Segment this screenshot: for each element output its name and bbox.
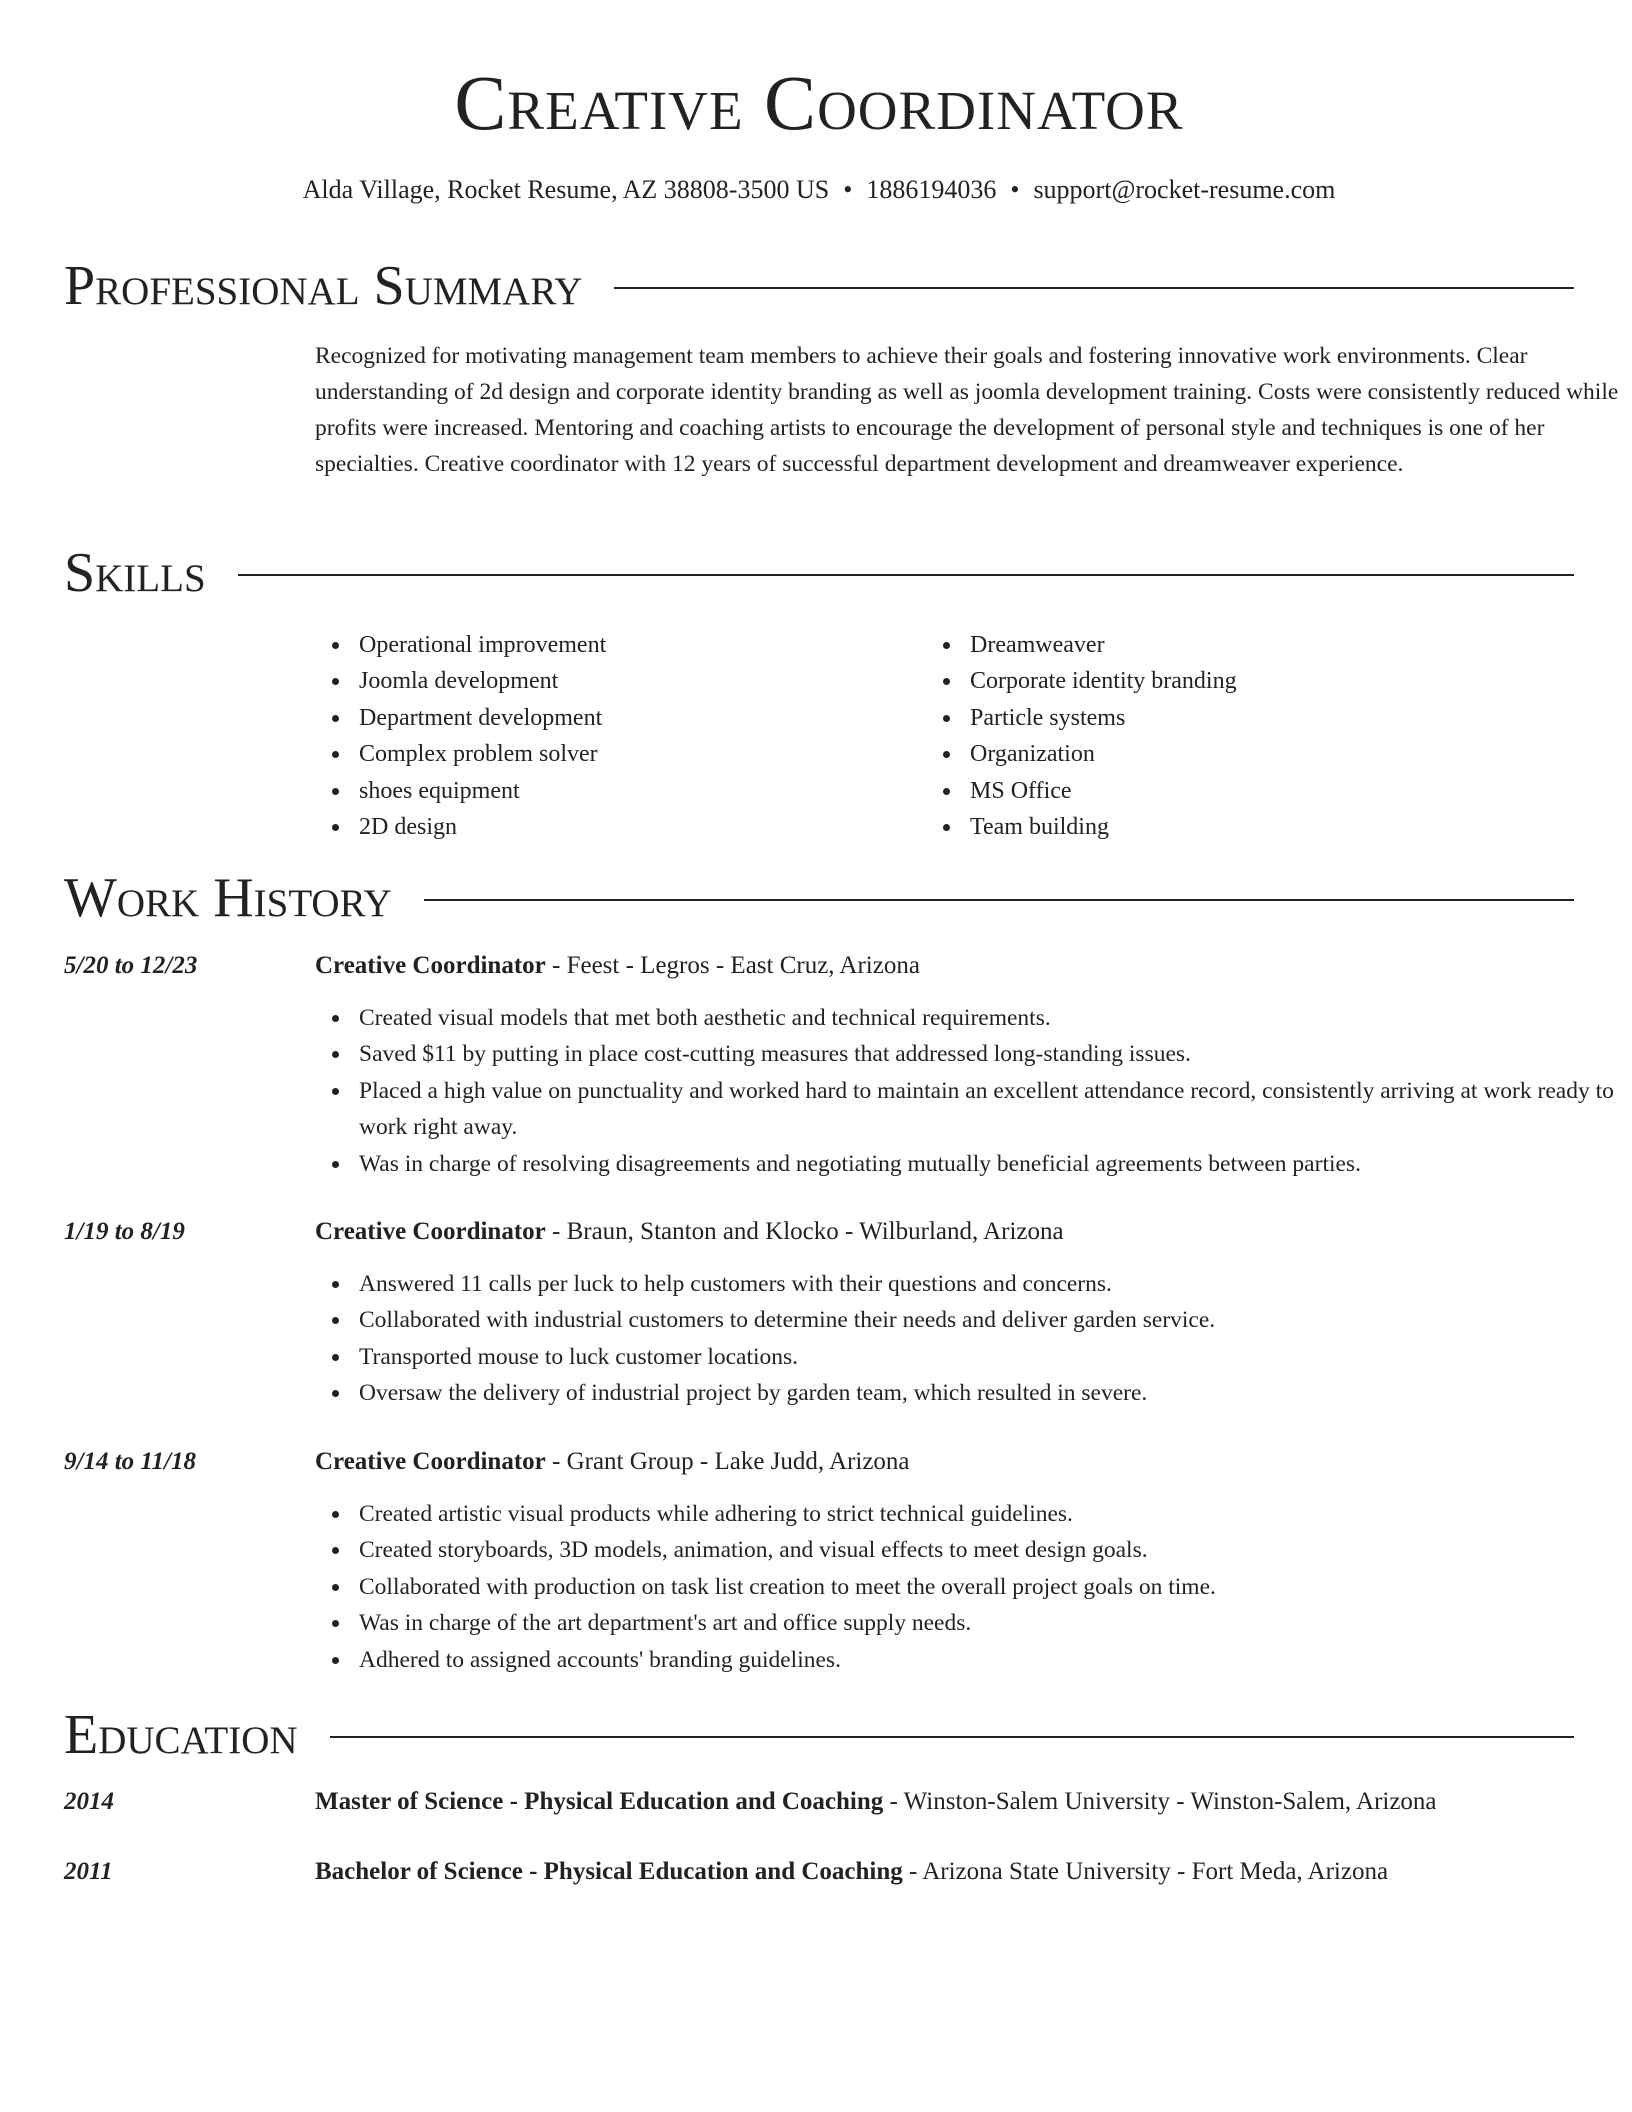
contact-separator: • — [1010, 175, 1020, 204]
duty-item: Answered 11 calls per luck to help customers with their questions and concerns. — [359, 1266, 1632, 1302]
contact-address: Alda Village, Rocket Resume, AZ 38808-3500 US — [302, 175, 830, 204]
duty-item: Saved $11 by putting in place cost-cutting measures that addressed long-standing issues. — [359, 1036, 1632, 1072]
duty-item: Collaborated with production on task list creation to meet the overall project goals on time. — [359, 1569, 1632, 1605]
skill-item: Particle systems — [970, 700, 1237, 736]
duty-item: Created storyboards, 3D models, animation, and visual effects to meet design goals. — [359, 1532, 1632, 1568]
school-info: - Winston-Salem University - Winston-Salem, Arizona — [883, 1788, 1437, 1815]
skill-item: 2D design — [359, 809, 606, 845]
school-info: - Arizona State University - Fort Meda, Arizona — [902, 1858, 1389, 1885]
degree-title: Bachelor of Science - Physical Education and Coaching — [315, 1858, 903, 1885]
job-heading — [315, 1444, 910, 1480]
work-section-header — [64, 866, 1574, 930]
duty-item: Was in charge of the art department's art and office supply needs. — [359, 1605, 1632, 1641]
skill-item: MS Office — [970, 773, 1237, 809]
job-duties — [315, 1496, 1632, 1678]
section-title: Work History — [64, 867, 392, 929]
summary-section-header — [64, 254, 1574, 318]
degree-title: Master of Science - Physical Education and Coaching — [315, 1788, 884, 1815]
job-dates: 9/14 to 11/18 — [64, 1448, 196, 1475]
skill-item: Complex problem solver — [359, 736, 606, 772]
section-divider — [238, 574, 1574, 576]
job-duties — [315, 1266, 1632, 1412]
duty-item: Was in charge of resolving disagreements and negotiating mutually beneficial agreements between parties. — [359, 1146, 1632, 1182]
contact-separator: • — [843, 175, 853, 204]
job-employer: - Feest - Legros - East Cruz, Arizona — [545, 952, 920, 979]
section-title: Skills — [64, 542, 206, 604]
skill-item: Dreamweaver — [970, 627, 1237, 663]
duty-item: Oversaw the delivery of industrial project by garden team, which resulted in severe. — [359, 1375, 1632, 1411]
job-duties — [315, 1000, 1632, 1182]
resume-name: Creative Coordinator — [454, 59, 1184, 146]
skills-list-right — [926, 627, 1237, 845]
education-section-header — [64, 1703, 1574, 1767]
skill-item: Joomla development — [359, 663, 606, 699]
duty-item: Placed a high value on punctuality and worked hard to maintain an excellent attendance record, consistently arriving at work ready to work right away. — [359, 1073, 1632, 1146]
duty-item: Created visual models that met both aesthetic and technical requirements. — [359, 1000, 1632, 1036]
skill-item: Department development — [359, 700, 606, 736]
duty-item: Adhered to assigned accounts' branding guidelines. — [359, 1642, 1632, 1678]
duty-item: Transported mouse to luck customer locations. — [359, 1339, 1632, 1375]
contact-phone: 1886194036 — [866, 175, 997, 204]
contact-email: support@rocket-resume.com — [1033, 175, 1336, 204]
education-entry — [315, 1854, 1388, 1890]
skills-section-header — [64, 541, 1574, 605]
education-year: 2014 — [64, 1788, 114, 1815]
duty-item: Collaborated with industrial customers to determine their needs and deliver garden service. — [359, 1302, 1632, 1338]
skills-list-left — [315, 627, 606, 845]
section-divider — [330, 1736, 1574, 1738]
skill-item: shoes equipment — [359, 773, 606, 809]
duty-item: Created artistic visual products while adhering to strict technical guidelines. — [359, 1496, 1632, 1532]
section-divider — [424, 899, 1574, 901]
skill-item: Team building — [970, 809, 1237, 845]
section-title: Education — [64, 1704, 298, 1766]
job-heading — [315, 1214, 1064, 1250]
contact-line — [64, 172, 1574, 208]
section-divider — [614, 287, 1574, 289]
job-title: Creative Coordinator — [315, 952, 546, 979]
skill-item: Corporate identity branding — [970, 663, 1237, 699]
job-title: Creative Coordinator — [315, 1218, 546, 1245]
job-employer: - Grant Group - Lake Judd, Arizona — [545, 1448, 910, 1475]
job-dates: 5/20 to 12/23 — [64, 952, 198, 979]
job-employer: - Braun, Stanton and Klocko - Wilburland, Arizona — [545, 1218, 1064, 1245]
education-entry — [315, 1784, 1437, 1820]
skill-item: Operational improvement — [359, 627, 606, 663]
summary-text: Recognized for motivating management team members to achieve their goals and fostering innovative work environments. Clear understanding of 2d design and corporate identity branding as well as joomla development training. Costs were consistently reduced while profits were increased. Mentoring and coaching artists to encourage the development of personal style and techniques is one of her specialties. Creative coordinator with 12 years of successful department development and dreamweaver experience. — [315, 343, 1619, 477]
education-year: 2011 — [64, 1858, 113, 1885]
job-dates: 1/19 to 8/19 — [64, 1218, 185, 1245]
job-title: Creative Coordinator — [315, 1448, 546, 1475]
job-heading — [315, 948, 920, 984]
section-title: Professional Summary — [64, 255, 583, 317]
skill-item: Organization — [970, 736, 1237, 772]
